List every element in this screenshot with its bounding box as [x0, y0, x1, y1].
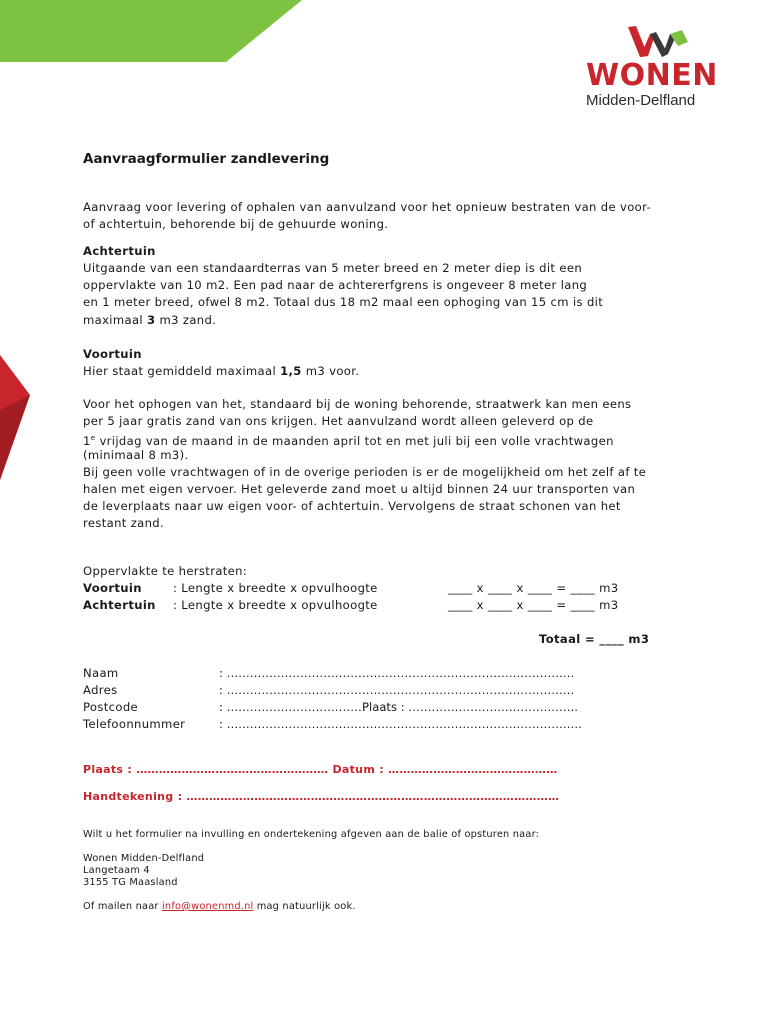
intro-line-2: of achtertuin, behorende bij de gehuurde woning.: [83, 217, 389, 231]
logo-word: WONEN: [586, 58, 718, 93]
body-line: per 5 jaar gratis zand van ons krijgen. Het aanvulzand wordt alleen geleverd op de: [83, 414, 594, 428]
text: m3 zand.: [155, 313, 217, 327]
text: m3 voor.: [301, 364, 360, 378]
achtertuin-line: oppervlakte van 10 m2. Een pad naar de achtererfgrens is ongeveer 8 meter lang: [83, 278, 588, 292]
body-line: Voor het ophogen van het, standaard bij de woning behorende, straatwerk kan men eens: [83, 397, 632, 411]
achtertuin-line: [83, 312, 216, 329]
address-line: 3155 TG Maasland: [83, 877, 178, 888]
text: maximaal: [83, 313, 148, 327]
achtertuin-line: en 1 meter breed, ofwel 8 m2. Totaal dus 18 m2 maal een ophoging van 15 cm is dit: [83, 295, 604, 309]
text: Of mailen naar: [83, 901, 162, 912]
bold-value: 1,5: [280, 364, 302, 378]
field-label-adres: Adres: [83, 683, 118, 697]
logo-subtitle: Midden-Delfland: [586, 92, 696, 109]
footer-instruction: Wilt u het formulier na invulling en ondertekening afgeven aan de balie of opsturen naar:: [83, 829, 540, 840]
calc-formula-voortuin[interactable]: ____ x ____ x ____ = ____ m3: [448, 581, 619, 595]
address-line: Wonen Midden-Delfland: [83, 853, 205, 864]
field-label-naam: Naam: [83, 666, 119, 680]
body-line: halen met eigen vervoer. Het geleverde zand moet u altijd binnen 24 uur transporten van: [83, 482, 636, 496]
green-corner-shape: [0, 0, 310, 70]
calc-desc: : Lengte x breedte x opvulhoogte: [173, 581, 378, 595]
body-line: (minimaal 8 m3).: [83, 448, 189, 462]
bold-value: 3: [147, 313, 156, 327]
text: mag natuurlijk ook.: [253, 901, 356, 912]
body-line: restant zand.: [83, 516, 165, 530]
naam-field[interactable]: : ………………………………………………………………………………: [219, 666, 575, 680]
calc-total[interactable]: Totaal = ____ m3: [539, 632, 650, 646]
field-label-postcode: Postcode: [83, 700, 139, 714]
calc-label-achtertuin: Achtertuin: [83, 598, 156, 612]
text: Hier staat gemiddeld maximaal: [83, 364, 281, 378]
adres-field[interactable]: : ………………………………………………………………………………: [219, 683, 575, 697]
plaats-field[interactable]: Plaats : ……………………………………..: [362, 700, 578, 714]
red-side-shape: [0, 340, 32, 490]
telefoon-field[interactable]: : ………………………………………………………………………………..: [219, 717, 582, 731]
page-title: Aanvraagformulier zandlevering: [83, 151, 330, 167]
voortuin-line: [83, 363, 359, 380]
intro-line-1: Aanvraag voor levering of ophalen van aanvulzand voor het opnieuw bestraten van de voor-: [83, 200, 651, 214]
calc-heading: Oppervlakte te herstraten:: [83, 564, 248, 578]
calc-formula-achtertuin[interactable]: ____ x ____ x ____ = ____ m3: [448, 598, 619, 612]
body-line: Bij geen volle vrachtwagen of in de overige perioden is er de mogelijkheid om het zelf af te: [83, 465, 647, 479]
superscript: e: [90, 434, 96, 442]
text: 1: [83, 433, 91, 448]
handtekening-field[interactable]: Handtekening : ………………………………………………………………………………………: [83, 790, 560, 803]
achtertuin-heading: Achtertuin: [83, 244, 156, 258]
email-link[interactable]: info@wonenmd.nl: [161, 901, 254, 912]
address-line: Langetaam 4: [83, 865, 150, 876]
text: vrijdag van de maand in de maanden april tot en met juli bij een volle vrachtwagen: [95, 433, 614, 448]
achtertuin-line: Uitgaande van een standaardterras van 5 meter breed en 2 meter diep is dit een: [83, 261, 583, 275]
logo-mark-icon: [626, 24, 690, 60]
calc-desc: : Lengte x breedte x opvulhoogte: [173, 598, 378, 612]
postcode-field[interactable]: : ………………………………: [219, 700, 366, 714]
mail-line: [83, 901, 356, 914]
field-label-telefoon: Telefoonnummer: [83, 717, 186, 731]
plaats-datum-field[interactable]: Plaats : …………………………………………… Datum : ………………………………………: [83, 763, 558, 776]
logo: [582, 24, 732, 114]
voortuin-heading: Voortuin: [83, 347, 142, 361]
body-line: de leverplaats naar uw eigen voor- of achtertuin. Vervolgens de straat schonen van het: [83, 499, 621, 513]
calc-label-voortuin: Voortuin: [83, 581, 142, 595]
